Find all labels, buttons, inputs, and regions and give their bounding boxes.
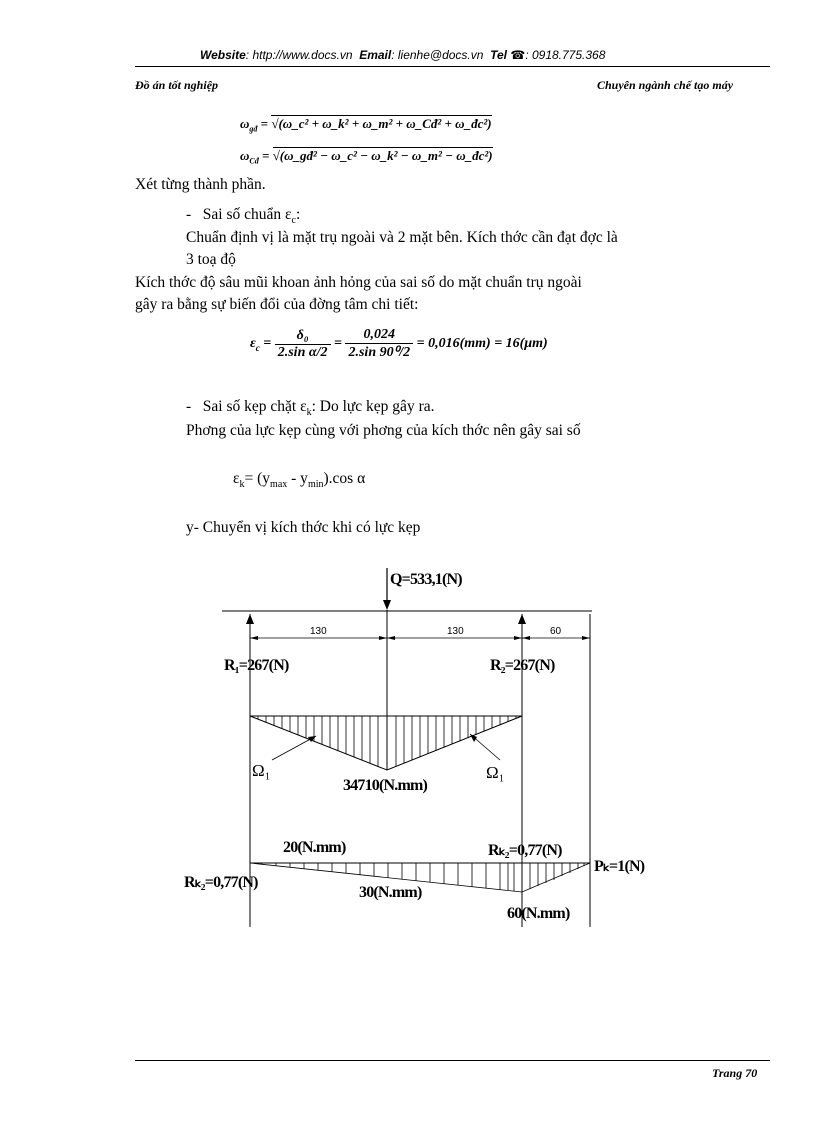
doc-title-left: Đồ án tốt nghiệp	[135, 78, 219, 92]
rk2-right-label: Rₖ₂=0,77(N)	[488, 842, 562, 859]
rk2-left-label: Rₖ₂=0,77(N)	[184, 874, 258, 891]
dimension-1: 130	[310, 626, 327, 637]
formula-wcd: $\omega_{Cđ}$ = √(ω_gđ² − ω_c² − ω_k² − ω_m² − ω_đc²)	[240, 148, 493, 166]
fraction-1: $\frac{\text{δ₀}}{\text{2.sin α/2}}$	[275, 328, 331, 361]
moment-hatching-2	[262, 863, 584, 891]
formula-wgd: $\omega_{gđ}$ = √(ω_c² + ω_k² + ω_m² + ω_Cđ² + ω_đc²)	[240, 116, 492, 134]
dimension-3: 60	[550, 626, 562, 637]
m60-label: 60(N.mm)	[507, 905, 570, 922]
paragraph-3b: gây ra bằng sự biến đổi của đờng tâm chi tiết:	[135, 296, 419, 313]
paragraph-2a: Chuẩn định vị là mặt trụ ngoài và 2 mặt bên. Kích thớc cần đạt đợc là	[186, 229, 618, 246]
website-label: Website	[200, 48, 246, 62]
tel-label: Tel	[490, 48, 508, 62]
r1-label: R₁=267(N)	[224, 657, 289, 674]
page-number: Trang 70	[712, 1066, 758, 1080]
r2-label: R₂=267(N)	[490, 657, 555, 674]
moment-diagram-1	[250, 716, 522, 770]
omega-right-label: Ω₁	[486, 763, 505, 782]
paragraph-4: Phơng của lực kẹp cùng với phơng của kích thớc nên gây sai số	[186, 422, 581, 439]
footer-rule	[135, 1060, 770, 1061]
tel-value: : 0918.775.368	[525, 48, 606, 62]
omega-left-pointer	[272, 736, 316, 760]
r2-arrowhead	[518, 614, 526, 624]
m20-label: 20(N.mm)	[283, 839, 346, 856]
equation-epsilon-c: $\varepsilon_c$ = $\frac{\text{δ₀}}{\text{2.sin α/2}}$ = $\frac{0,024}{\text{2.sin 90⁰/2}}$ = 0,016(mm) = 16(μm)	[250, 327, 548, 360]
bullet-2: - Sai số kẹp chặt $\varepsilon_k$: Do lực kẹp gây ra.	[186, 398, 435, 419]
dimension-2: 130	[447, 626, 464, 637]
paragraph-5: y- Chuyển vị kích thớc khi có lực kẹp	[186, 519, 421, 536]
q-arrowhead	[383, 600, 391, 610]
paragraph-3a: Kích thớc độ sâu mũi khoan ảnh hỏng của sai số do mặt chuẩn trụ ngoài	[135, 274, 582, 291]
pk-label: Pₖ=1(N)	[594, 858, 645, 875]
paragraph-1: Xét từng thành phần.	[135, 176, 266, 193]
omega-left-label: Ω₁	[252, 761, 271, 780]
email-label: Email	[359, 48, 392, 62]
doc-title-right: Chuyên ngành chế tạo máy	[597, 78, 734, 92]
dash-icon: -	[186, 398, 203, 415]
formula-wcd-rhs: √(ω_gđ² − ω_c² − ω_k² − ω_m² − ω_đc²)	[272, 148, 493, 163]
equation-epsilon-k: $\varepsilon_k= (y_{max} - y_{min}).\cos$ α	[233, 470, 366, 491]
r1-arrowhead	[246, 614, 254, 624]
fraction-2: $\frac{0,024}{\text{2.sin 90⁰/2}}$	[345, 327, 413, 361]
paragraph-2b: 3 toạ độ	[186, 251, 236, 268]
dash-icon: -	[186, 206, 203, 223]
email-value: : lienhe@docs.vn	[391, 48, 484, 62]
phone-icon: ☎	[510, 48, 526, 62]
m30-label: 30(N.mm)	[359, 884, 422, 901]
website-value: : http://www.docs.vn	[245, 48, 353, 62]
moment-max-label: 34710(N.mm)	[343, 777, 428, 794]
equation-result: = 0,016(mm) = 16(μm)	[416, 336, 548, 352]
formula-wgd-rhs: √(ω_c² + ω_k² + ω_m² + ω_Cđ² + ω_đc²)	[271, 116, 492, 131]
bullet-1: - Sai số chuẩn $\varepsilon_c$:	[186, 206, 301, 227]
q-label: Q=533,1(N)	[390, 571, 462, 588]
